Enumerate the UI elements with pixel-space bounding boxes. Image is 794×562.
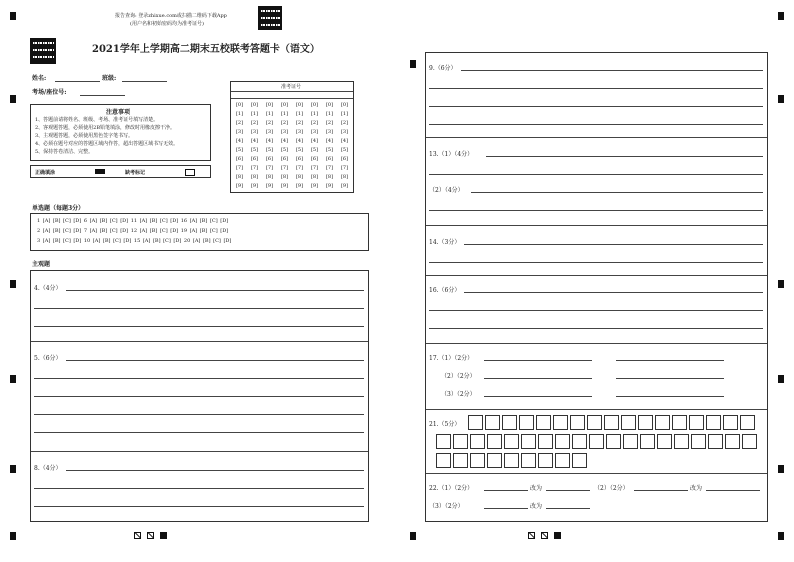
page-marker: [147, 532, 154, 539]
notice-item: 4、必须在题号对应的答题区域内作答，超出答题区域书写无效。: [35, 141, 179, 147]
answer-line[interactable]: [464, 244, 763, 245]
divider: [31, 451, 368, 452]
class-label: 班级:: [102, 75, 117, 82]
answer-line[interactable]: [429, 174, 763, 175]
change-to-label: 改为: [530, 485, 543, 492]
answer-line[interactable]: [616, 360, 724, 361]
class-field[interactable]: [122, 81, 167, 82]
mcq-row[interactable]: 3 [A] [B] [C] [D] 10 [A] [B] [C] [D] 15 [A] [B] [C] [D] 20 [A] [B] [C] [D]: [37, 238, 232, 244]
answer-line[interactable]: [429, 328, 763, 329]
alignment-mark: [778, 375, 784, 383]
answer-line[interactable]: [34, 378, 364, 379]
alignment-mark: [10, 95, 16, 103]
answer-box-right: [425, 52, 768, 522]
page-marker: [554, 532, 561, 539]
q22c-label: （3）（2分）: [429, 503, 464, 510]
login-note: (用户名和初始密码均为准考证号): [130, 21, 204, 27]
notice-item: 5、保持答卷清洁、完整。: [35, 149, 94, 155]
answer-line[interactable]: [34, 396, 364, 397]
name-field[interactable]: [55, 81, 100, 82]
answer-line[interactable]: [546, 508, 590, 509]
room-field[interactable]: [80, 95, 125, 96]
alignment-mark: [10, 12, 16, 20]
ticket-digit-grid[interactable]: [0] [0] [0] [0] [0] [0] [0] [0] [1] [1] [1] [1] [1] [1] [1] [1] [2] [2] [2] [2] [2] [2] [2] [2] [3] [3] [3] [3] [3] [3] [3] [3] [4] [4] [4] [4] [4] [4] [4] [4] [5] [5] [5] [5] [5] [5] [5] [5] [6] [6] [6] [6] [6] [6] [6] [6] [7] [7] [7] [7] [7] [7] [7] [7] [8] [8] [8] [8] [8] [8] [8] [8] [9] [9] [9] [9] [9] [9] [9] [9]: [235, 102, 349, 189]
divider: [31, 341, 368, 342]
alignment-mark: [10, 465, 16, 473]
answer-line[interactable]: [546, 490, 590, 491]
answer-line[interactable]: [486, 156, 763, 157]
divider: [426, 137, 767, 138]
mcq-row[interactable]: 1 [A] [B] [C] [D] 6 [A] [B] [C] [D] 11 [A] [B] [C] [D] 16 [A] [B] [C] [D]: [37, 218, 229, 224]
divider: [426, 225, 767, 226]
qr-code: [258, 6, 282, 30]
divider: [426, 343, 767, 344]
alignment-mark: [778, 465, 784, 473]
answer-line[interactable]: [429, 124, 763, 125]
answer-line[interactable]: [34, 326, 364, 327]
correct-sample: [95, 169, 105, 174]
q8-label: 8.（4分）: [34, 465, 62, 472]
q4-label: 4.（4分）: [34, 285, 62, 292]
notice-title: 注意事项: [106, 109, 131, 116]
answer-line[interactable]: [464, 292, 763, 293]
q13a-label: 13.（1）（4分）: [429, 151, 474, 158]
page-marker: [528, 532, 535, 539]
qr-code-left: [30, 38, 56, 64]
answer-line[interactable]: [34, 488, 364, 489]
notice-item: 3、主观题答题，必须使用黑色签字笔书写。: [35, 133, 134, 139]
page-title: 2021学年上学期高二期末五校联考答题卡（语文）: [92, 44, 320, 55]
answer-line[interactable]: [66, 360, 364, 361]
answer-line[interactable]: [484, 396, 592, 397]
answer-line[interactable]: [616, 396, 724, 397]
answer-line[interactable]: [461, 70, 763, 71]
divider: [231, 91, 353, 92]
answer-line[interactable]: [34, 308, 364, 309]
notice-item: 1、答题前请将姓名、班级、考场、准考证号填写清楚。: [35, 117, 159, 123]
change-to-label: 改为: [530, 503, 543, 510]
q13b-label: （2）（4分）: [429, 187, 464, 194]
q14-label: 14.（3分）: [429, 239, 461, 246]
q17b-label: （2）（2分）: [441, 373, 476, 380]
answer-line[interactable]: [706, 490, 760, 491]
q22a-label: 22.（1）（2分）: [429, 485, 474, 492]
alignment-mark: [778, 280, 784, 288]
alignment-mark: [10, 280, 16, 288]
mcq-box: [30, 213, 369, 251]
notice-item: 2、客观题答题，必须使用2B铅笔填涂，修改时用橡皮擦干净。: [35, 125, 176, 131]
answer-line[interactable]: [484, 508, 528, 509]
missing-label: 缺考标记: [125, 170, 146, 176]
alignment-mark: [410, 60, 416, 68]
fill-sample-box: [30, 165, 211, 178]
change-to-label: 改为: [690, 485, 703, 492]
alignment-mark: [778, 532, 784, 540]
divider: [426, 275, 767, 276]
answer-line[interactable]: [429, 310, 763, 311]
answer-line[interactable]: [429, 262, 763, 263]
alignment-mark: [778, 12, 784, 20]
answer-line[interactable]: [471, 192, 763, 193]
q16-label: 16.（6分）: [429, 287, 461, 294]
notice-box: [30, 104, 211, 161]
q21-label: 21.（5分）: [429, 421, 461, 428]
q9-label: 9.（6分）: [429, 65, 457, 72]
answer-line[interactable]: [634, 490, 688, 491]
alignment-mark: [778, 95, 784, 103]
q17c-label: （3）（2分）: [441, 391, 476, 398]
writing-grid-row-2[interactable]: [436, 434, 759, 449]
page-marker: [541, 532, 548, 539]
divider: [426, 473, 767, 474]
report-note: 报告查询: 登录zhixue.com或扫描二维码下载App: [115, 13, 227, 19]
answer-line[interactable]: [484, 378, 592, 379]
q22b-label: （2）（2分）: [594, 485, 629, 492]
writing-grid-row-3[interactable]: [436, 453, 589, 468]
missing-checkbox[interactable]: [185, 169, 195, 176]
page-marker: [160, 532, 167, 539]
answer-line[interactable]: [34, 432, 364, 433]
q5-label: 5.（6分）: [34, 355, 62, 362]
q17a-label: 17.（1）（2分）: [429, 355, 474, 362]
ticket-box: [230, 81, 354, 193]
name-label: 姓名:: [32, 75, 47, 82]
page-marker: [134, 532, 141, 539]
divider: [231, 98, 353, 99]
answer-line[interactable]: [34, 506, 364, 507]
answer-line[interactable]: [484, 490, 528, 491]
answer-line[interactable]: [34, 414, 364, 415]
answer-line[interactable]: [429, 106, 763, 107]
room-label: 考场/座位号:: [32, 89, 67, 96]
alignment-mark: [410, 532, 416, 540]
mcq-row[interactable]: 2 [A] [B] [C] [D] 7 [A] [B] [C] [D] 12 [A] [B] [C] [D] 19 [A] [B] [C] [D]: [37, 228, 229, 234]
answer-line[interactable]: [429, 210, 763, 211]
answer-line[interactable]: [429, 88, 763, 89]
alignment-mark: [10, 532, 16, 540]
mcq-title: 单选题（每题3分）: [32, 205, 85, 212]
divider: [426, 409, 767, 410]
subjective-title: 主观题: [32, 261, 51, 268]
answer-line[interactable]: [66, 290, 364, 291]
answer-box-4-5-8: [30, 270, 369, 522]
correct-label: 正确填涂: [35, 170, 56, 176]
alignment-mark: [10, 375, 16, 383]
writing-grid-row-1[interactable]: [468, 415, 757, 430]
answer-line[interactable]: [616, 378, 724, 379]
answer-line[interactable]: [66, 470, 364, 471]
answer-line[interactable]: [484, 360, 592, 361]
ticket-label: 准考证号: [281, 84, 302, 90]
